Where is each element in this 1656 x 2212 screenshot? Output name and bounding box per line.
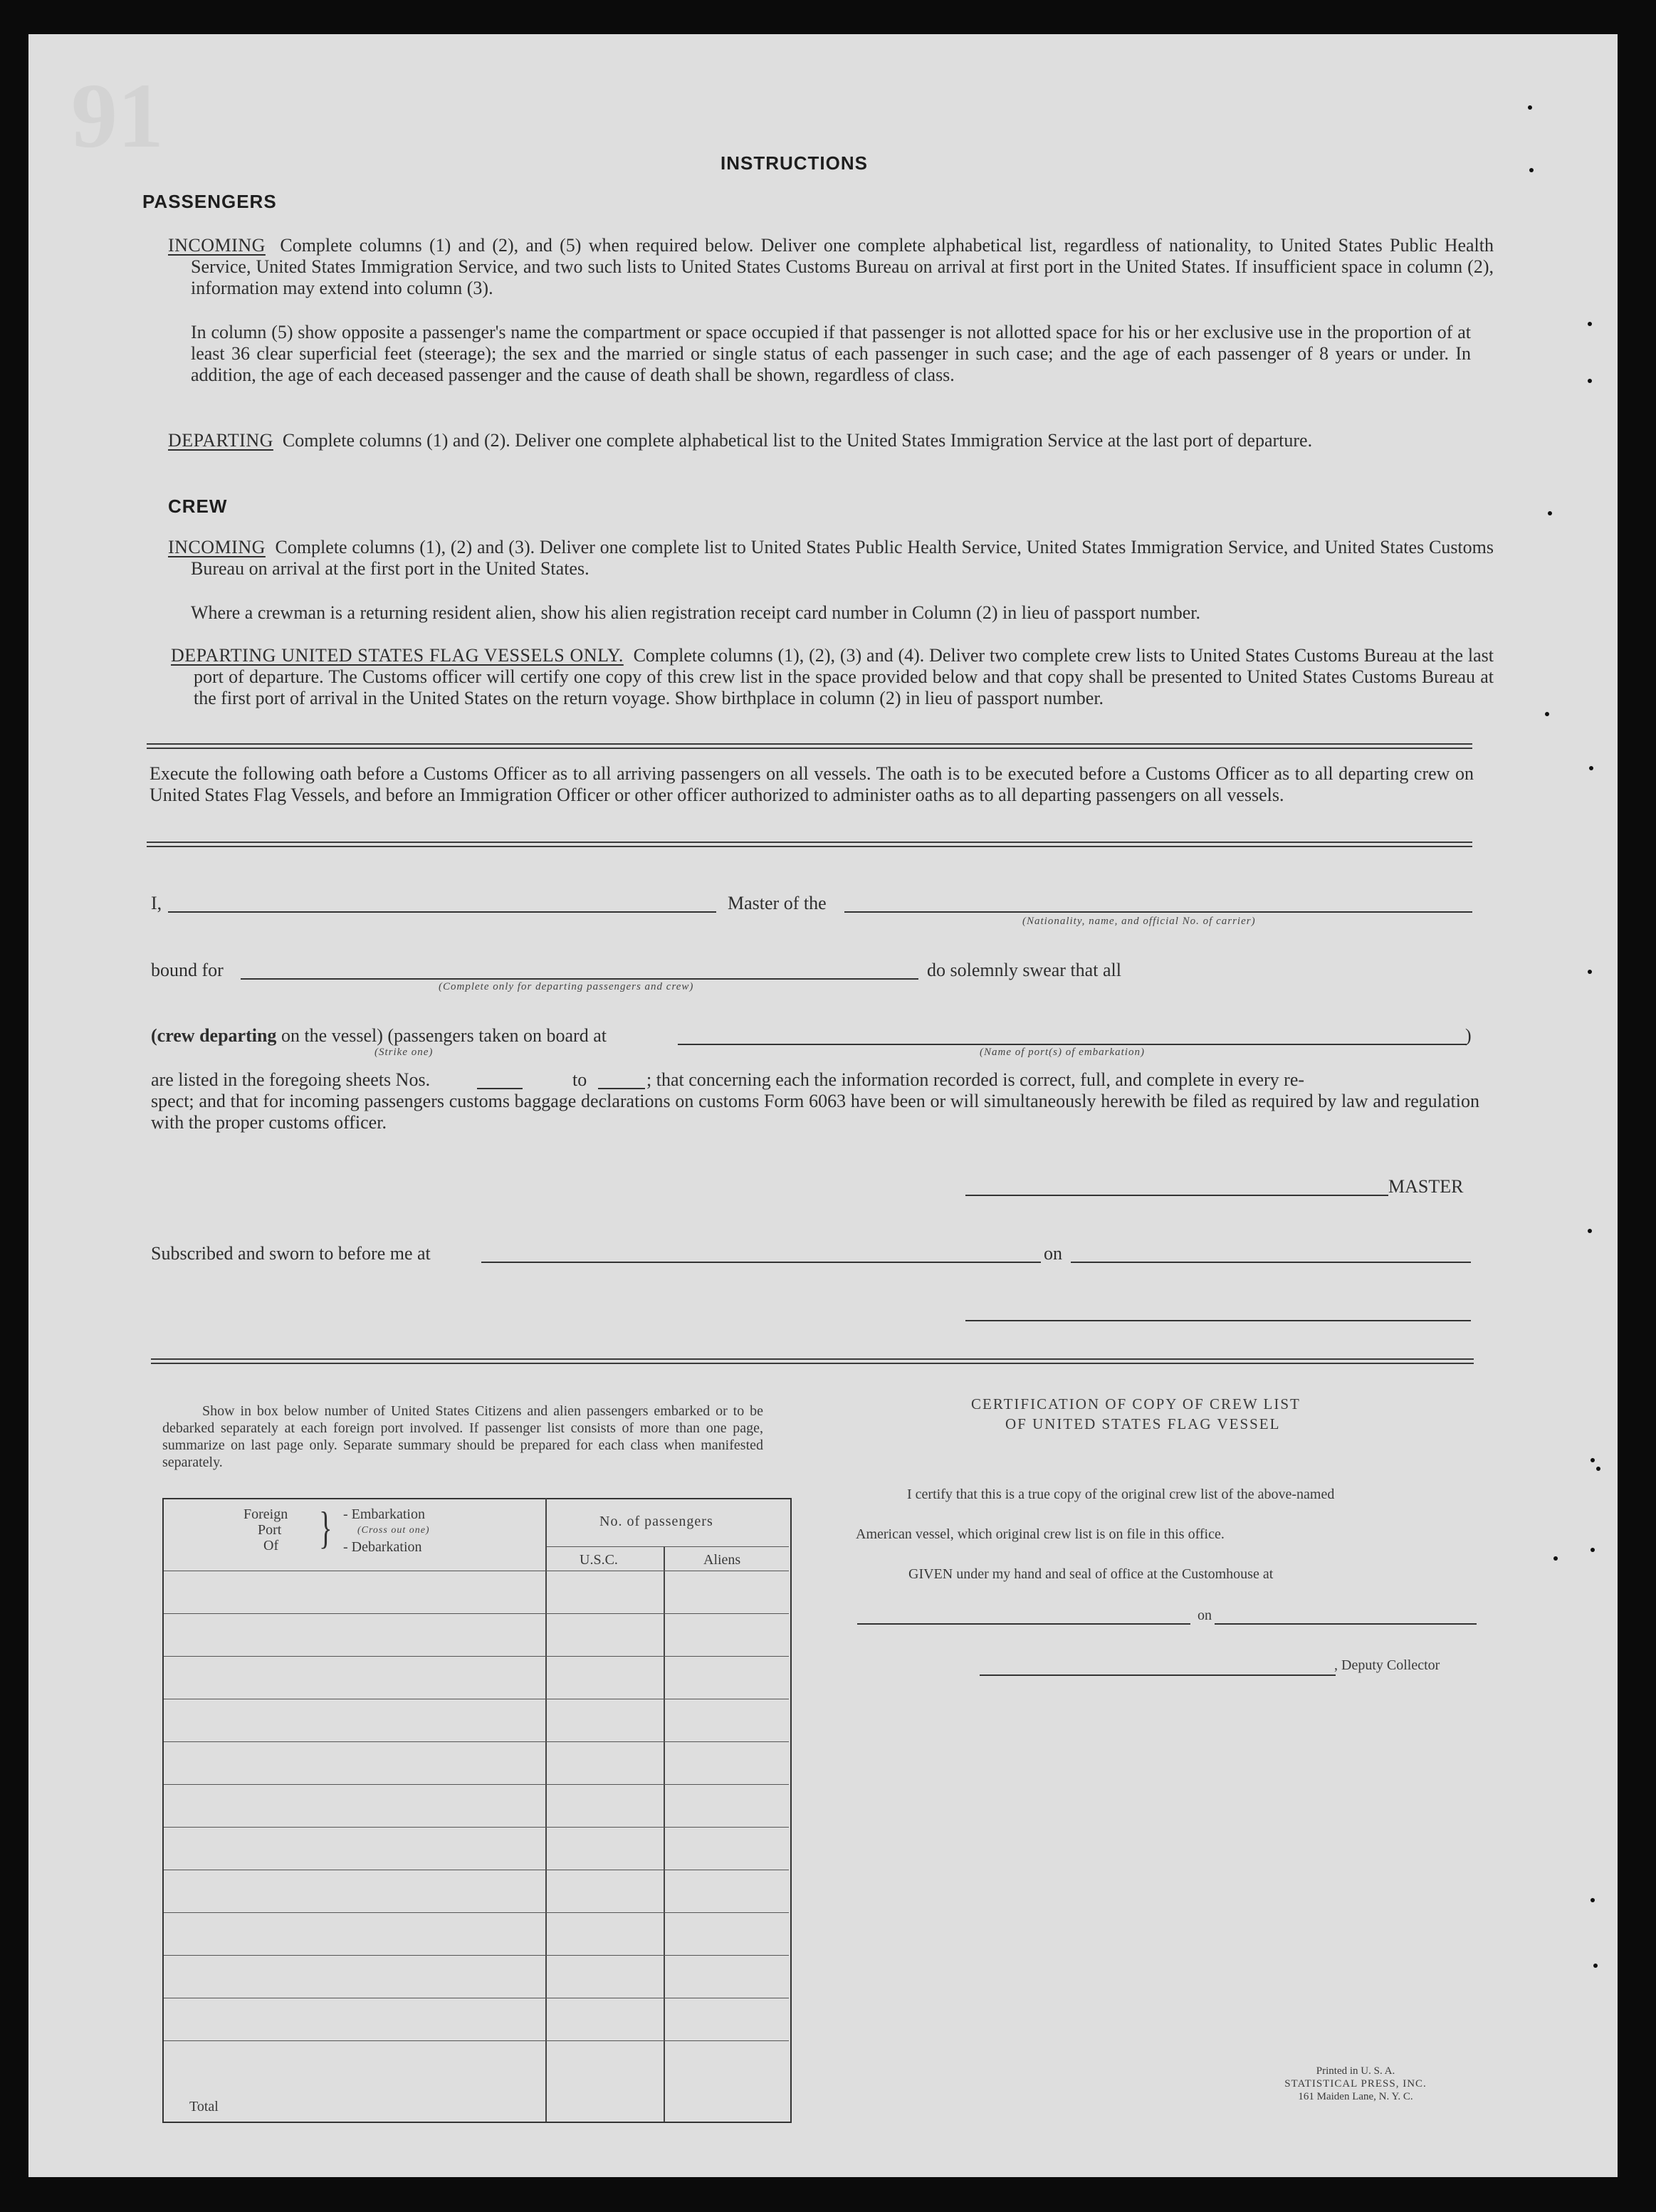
speck [1591,1458,1595,1462]
speck [1589,766,1593,770]
of-label: Of [263,1538,279,1553]
no-passengers-header: No. of passengers [599,1514,713,1529]
on-the-vessel-label: on the vessel) [281,1025,383,1046]
crew-departing-paragraph [171,645,1494,709]
speck [1548,511,1552,515]
table-row-line [164,1912,789,1913]
bound-for-field[interactable] [241,978,918,980]
section-divider-1 [147,743,1472,749]
passengers-incoming-paragraph [168,235,1494,299]
master-signature-field[interactable] [965,1195,1388,1196]
crew-resident-paragraph: Where a crewman is a returning resident alien, show his alien registration receipt card number in Column (2) in lieu of passport number. [191,602,1201,623]
table-row-line [164,1955,789,1956]
speck [1588,970,1592,974]
oath-i-label: I, [151,893,162,913]
speck [1593,1964,1598,1968]
printer-line1: Printed in U. S. A. [1316,2065,1395,2077]
certification-title-line1: CERTIFICATION OF COPY OF CREW LIST [971,1395,1301,1412]
form-sheet [28,34,1618,2177]
crew-incoming-lead: INCOMING [168,537,266,557]
cross-out-caption: (Cross out one) [357,1525,430,1536]
debarkation-label: - Debarkation [343,1539,422,1555]
embarkation-label: - Embarkation [343,1506,425,1522]
certification-title-line2: OF UNITED STATES FLAG VESSEL [1005,1415,1281,1432]
passengers-departing-text: Complete columns (1) and (2). Deliver one complete alphabetical list to the United States Immigration Service at the last port of departure. [282,430,1313,451]
certification-line3: GIVEN under my hand and seal of office at the Customhouse at [908,1566,1274,1582]
faded-page-number: 91 [71,65,164,167]
table-subheader-line [547,1546,789,1547]
listed-text-b: ; that concerning each the information recorded is correct, full, and complete in every re- [646,1069,1305,1090]
summary-instruction: Show in box below number of United States Citizens and alien passengers embarked or to be debarked separately at each foreign port involved. If passenger list consists of more than one page, summarize on last page only. Separate summary should be prepared for each class when manifested separately. [162,1403,763,1470]
speck [1553,1556,1558,1561]
nationality-caption: (Nationality, name, and official No. of carrier) [1022,916,1256,927]
table-divider-port [545,1498,547,2122]
passengers-departing-paragraph [168,430,1494,451]
printer-line2: STATISTICAL PRESS, INC. [1284,2078,1427,2090]
certification-line1: I certify that this is a true copy of the original crew list of the above-named [907,1487,1335,1502]
listed-text-c: spect; and that for incoming passengers customs baggage declarations on customs Form 6063 have been or will simultaneously herewith be filed as required by law and regulation with the proper customs officer. [151,1091,1479,1133]
speck [1591,1548,1595,1552]
deputy-signature-field[interactable] [980,1674,1336,1676]
section-divider-3 [151,1358,1474,1364]
master-of-the-label: Master of the [728,893,827,913]
section-divider-2 [147,842,1472,847]
embarkation-ports-field[interactable] [678,1044,1467,1045]
carrier-field[interactable] [844,911,1472,913]
table-divider-counts [664,1546,665,2122]
crew-incoming-text: Complete columns (1), (2) and (3). Deliver one complete list to United States Public Health Service, United States Immigration Service, and United States Customs Bureau on arrival at the first port in the United States. [191,537,1494,579]
aliens-header: Aliens [703,1552,741,1568]
passengers-incoming-lead: INCOMING [168,235,266,256]
strike-one-caption: (Strike one) [374,1047,434,1058]
certification-date-field[interactable] [1215,1623,1477,1625]
bound-for-label: bound for [151,960,224,980]
table-row-line [164,1613,789,1614]
complete-only-caption: (Complete only for departing passengers and crew) [439,981,694,992]
passengers-taken-label: (passengers taken on board at [387,1025,607,1046]
master-name-field[interactable] [168,911,716,913]
passengers-column5-paragraph: In column (5) show opposite a passenger's name the compartment or space occupied if that passenger is not allotted space for his or her exclusive use in the proportion of at least 36 clear superficial feet (steerage); the sex and the married or single status of each passenger in such case; and the age of each passenger of 8 years or under. In addition, the age of each deceased passenger and the cause of death shall be shown, regardless of class. [191,322,1471,385]
master-label: MASTER [1388,1176,1464,1197]
table-row-line [164,1741,789,1742]
certification-on-label: on [1198,1608,1212,1623]
sheets-from-field[interactable] [477,1088,523,1089]
speck [1596,1467,1600,1471]
passengers-heading: PASSENGERS [142,191,277,212]
table-row-line [164,1784,789,1785]
deputy-collector-label: , Deputy Collector [1334,1657,1440,1673]
speck [1529,168,1534,172]
customhouse-field[interactable] [857,1623,1190,1625]
port-label: Port [258,1522,282,1538]
oath-instruction: Execute the following oath before a Customs Officer as to all arriving passengers on all vessels. The oath is to be executed before a Customs Officer as to all departing crew on United States Flag Vessels, and before an Immigration Officer or other officer authorized to administer oaths as to all departing passengers on all vessels. [150,763,1474,805]
speck [1528,105,1532,110]
passengers-incoming-text: Complete columns (1) and (2), and (5) when required below. Deliver one complete alphabetical list, regardless of nationality, to United States Public Health Service, United States Immigration Service, and two such lists to United States Customs Bureau on arrival at first port in the United States. If insufficient space in column (2), information may extend into column (3). [191,235,1494,298]
close-paren: ) [1465,1025,1472,1046]
sheets-to-field[interactable] [598,1088,645,1089]
printer-imprint [1249,2065,1462,2103]
passenger-summary-table [162,1498,792,2123]
total-label: Total [189,2099,219,2114]
printer-line3: 161 Maiden Lane, N. Y. C. [1298,2091,1413,2102]
sworn-date-field[interactable] [1071,1262,1471,1263]
solemnly-swear-label: do solemnly swear that all [927,960,1121,980]
table-row-line [164,2040,789,2041]
sworn-on-label: on [1044,1243,1062,1264]
ports-caption: (Name of port(s) of embarkation) [980,1047,1145,1058]
page-title: INSTRUCTIONS [720,152,868,174]
usc-header: U.S.C. [580,1552,618,1568]
speck [1588,379,1592,383]
speck [1588,1229,1592,1233]
crew-passengers-line [151,1025,607,1047]
table-row-line [164,1827,789,1828]
officer-signature-field[interactable] [965,1320,1471,1321]
listed-to-label: to [572,1069,587,1090]
crew-heading: CREW [168,496,228,517]
crew-departing-text: Complete columns (1), (2), (3) and (4). Deliver two complete crew lists to United States Customs Bureau at the last port of departure. The Customs officer will certify one copy of this crew list in the space provided below and that copy shall be presented to United States Customs Bureau at the first port of arrival in the United States on the return voyage. Show birthplace in column (2) in lieu of passport number. [194,645,1494,708]
speck [1591,1898,1595,1902]
speck [1588,322,1592,326]
crew-departing-bold: (crew departing [151,1025,277,1046]
brace-icon: } [319,1502,332,1553]
passengers-departing-lead: DEPARTING [168,430,273,451]
speck [1545,712,1549,716]
table-row-line [164,1656,789,1657]
subscribed-label: Subscribed and sworn to before me at [151,1243,431,1264]
crew-departing-lead: DEPARTING UNITED STATES FLAG VESSELS ONLY. [171,645,624,666]
crew-incoming-paragraph [168,537,1494,580]
foreign-label: Foreign [243,1506,288,1522]
certification-line2: American vessel, which original crew list is on file in this office. [856,1526,1225,1542]
sworn-place-field[interactable] [481,1262,1041,1263]
listed-text-a: are listed in the foregoing sheets Nos. [151,1069,431,1090]
